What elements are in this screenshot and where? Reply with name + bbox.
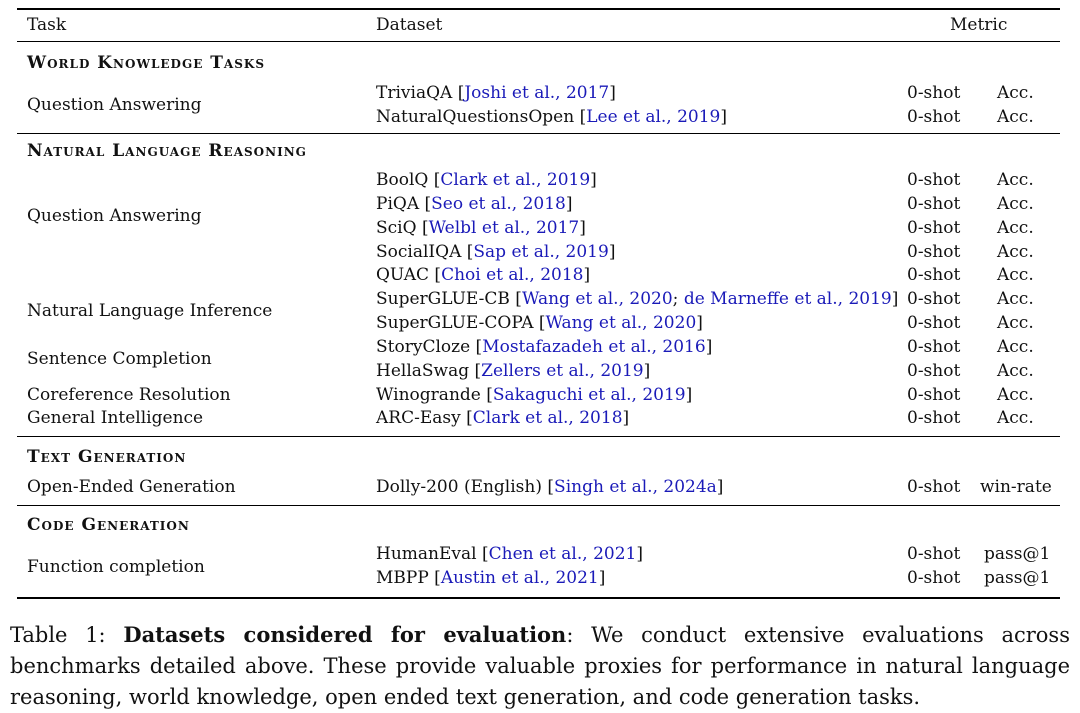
dataset-cell: SuperGLUE-COPA [Wang et al., 2020] — [376, 313, 703, 333]
caption-text: : We conduct extensive evaluations across benchmarks detailed above. These provide valuable proxies for performance in natural language reasoning, world knowledge, open ended text generation, and code generation tasks. — [10, 623, 1070, 709]
citation-link[interactable]: de Marneffe et al., 2019 — [683, 289, 892, 309]
dataset-name: ARC-Easy — [376, 408, 461, 428]
dataset-cell: HellaSwag [Zellers et al., 2019] — [376, 361, 651, 381]
dataset-name: Winogrande — [376, 385, 481, 405]
dataset-cell: Winogrande [Sakaguchi et al., 2019] — [376, 385, 693, 405]
dataset-cell: ARC-Easy [Clark et al., 2018] — [376, 408, 630, 428]
dataset-cell: NaturalQuestionsOpen [Lee et al., 2019] — [376, 107, 728, 127]
dataset-cell: BoolQ [Clark et al., 2019] — [376, 170, 597, 190]
dataset-name: SuperGLUE-COPA — [376, 313, 534, 333]
dataset-name: MBPP — [376, 568, 429, 588]
metric-cell: win-rate — [980, 477, 1052, 497]
citation-link[interactable]: Clark et al., 2019 — [440, 170, 591, 190]
dataset-cell: PiQA [Seo et al., 2018] — [376, 194, 573, 214]
caption-bold: Datasets considered for evaluation — [123, 622, 567, 647]
caption-label: Table 1: — [10, 623, 106, 647]
citation-link[interactable]: Mostafazadeh et al., 2016 — [482, 337, 706, 357]
table-bottom-rule — [17, 597, 1060, 599]
shot-cell: 0-shot — [907, 313, 961, 333]
citation-link[interactable]: Sakaguchi et al., 2019 — [492, 385, 686, 405]
dataset-name: BoolQ — [376, 170, 429, 190]
metric-cell: Acc. — [997, 107, 1034, 127]
dataset-name: HellaSwag — [376, 361, 470, 381]
metric-cell: pass@1 — [984, 544, 1051, 564]
dataset-name: SciQ — [376, 218, 417, 238]
table-caption — [10, 619, 1070, 713]
citation-link[interactable]: Joshi et al., 2017 — [464, 83, 610, 103]
task-label: Function completion — [27, 557, 205, 577]
shot-cell: 0-shot — [907, 289, 961, 309]
task-label: Natural Language Inference — [27, 301, 273, 321]
metric-cell: Acc. — [997, 289, 1034, 309]
table-top-rule — [17, 8, 1060, 10]
section-title: Natural Language Reasoning — [27, 141, 307, 161]
section-title: Code Generation — [27, 515, 190, 535]
dataset-cell: SuperGLUE-CB [Wang et al., 2020; de Marneffe et al., 2019] — [376, 289, 899, 309]
task-label: General Intelligence — [27, 408, 204, 428]
task-label: Sentence Completion — [27, 349, 212, 369]
section-rule — [17, 133, 1060, 134]
shot-cell: 0-shot — [907, 218, 961, 238]
metric-cell: Acc. — [997, 265, 1034, 285]
section-rule — [17, 436, 1060, 437]
metric-cell: Acc. — [997, 385, 1034, 405]
dataset-name: NaturalQuestionsOpen — [376, 107, 575, 127]
shot-cell: 0-shot — [907, 361, 961, 381]
metric-cell: Acc. — [997, 242, 1034, 262]
section-title: World Knowledge Tasks — [27, 53, 265, 73]
dataset-cell: TriviaQA [Joshi et al., 2017] — [376, 83, 616, 103]
metric-cell: Acc. — [997, 194, 1034, 214]
dataset-cell: MBPP [Austin et al., 2021] — [376, 568, 606, 588]
dataset-name: StoryCloze — [376, 337, 471, 357]
citation-link[interactable]: Seo et al., 2018 — [431, 194, 566, 214]
shot-cell: 0-shot — [907, 83, 961, 103]
dataset-cell: SocialIQA [Sap et al., 2019] — [376, 242, 616, 262]
dataset-cell: Dolly-200 (English) [Singh et al., 2024a] — [376, 477, 724, 497]
citation-link[interactable]: Chen et al., 2021 — [488, 544, 637, 564]
section-rule — [17, 505, 1060, 506]
task-label: Question Answering — [27, 95, 202, 115]
shot-cell: 0-shot — [907, 408, 961, 428]
shot-cell: 0-shot — [907, 242, 961, 262]
shot-cell: 0-shot — [907, 265, 961, 285]
shot-cell: 0-shot — [907, 194, 961, 214]
dataset-cell: QUAC [Choi et al., 2018] — [376, 265, 591, 285]
dataset-cell: HumanEval [Chen et al., 2021] — [376, 544, 643, 564]
dataset-cell: SciQ [Welbl et al., 2017] — [376, 218, 586, 238]
dataset-name: HumanEval — [376, 544, 477, 564]
shot-cell: 0-shot — [907, 477, 961, 497]
header-rule — [17, 41, 1060, 42]
metric-cell: Acc. — [997, 83, 1034, 103]
citation-link[interactable]: Zellers et al., 2019 — [481, 361, 644, 381]
citation-link[interactable]: Wang et al., 2020 — [521, 289, 673, 309]
citation-link[interactable]: Wang et al., 2020 — [545, 313, 697, 333]
header-dataset: Dataset — [376, 15, 443, 35]
dataset-name: Dolly-200 (English) — [376, 477, 542, 497]
citation-link[interactable]: Austin et al., 2021 — [440, 568, 599, 588]
metric-cell: pass@1 — [984, 568, 1051, 588]
citation-link[interactable]: Lee et al., 2019 — [586, 107, 721, 127]
citation-link[interactable]: Sap et al., 2019 — [473, 242, 609, 262]
section-title: Text Generation — [27, 447, 187, 467]
metric-cell: Acc. — [997, 408, 1034, 428]
shot-cell: 0-shot — [907, 385, 961, 405]
metric-cell: Acc. — [997, 218, 1034, 238]
shot-cell: 0-shot — [907, 544, 961, 564]
citation-link[interactable]: Welbl et al., 2017 — [428, 218, 580, 238]
metric-cell: Acc. — [997, 361, 1034, 381]
citation-link[interactable]: Clark et al., 2018 — [472, 408, 623, 428]
dataset-name: QUAC — [376, 265, 430, 285]
dataset-name: TriviaQA — [376, 83, 453, 103]
task-label: Question Answering — [27, 206, 202, 226]
citation-link[interactable]: Singh et al., 2024a — [554, 477, 717, 497]
dataset-name: PiQA — [376, 194, 420, 214]
header-task: Task — [27, 15, 67, 35]
metric-cell: Acc. — [997, 313, 1034, 333]
shot-cell: 0-shot — [907, 337, 961, 357]
dataset-name: SuperGLUE-CB — [376, 289, 510, 309]
task-label: Open-Ended Generation — [27, 477, 236, 497]
shot-cell: 0-shot — [907, 107, 961, 127]
shot-cell: 0-shot — [907, 170, 961, 190]
metric-cell: Acc. — [997, 170, 1034, 190]
header-metric: Metric — [950, 15, 1008, 35]
dataset-name: SocialIQA — [376, 242, 462, 262]
task-label: Coreference Resolution — [27, 385, 231, 405]
metric-cell: Acc. — [997, 337, 1034, 357]
dataset-cell: StoryCloze [Mostafazadeh et al., 2016] — [376, 337, 713, 357]
citation-link[interactable]: Choi et al., 2018 — [441, 265, 584, 285]
shot-cell: 0-shot — [907, 568, 961, 588]
